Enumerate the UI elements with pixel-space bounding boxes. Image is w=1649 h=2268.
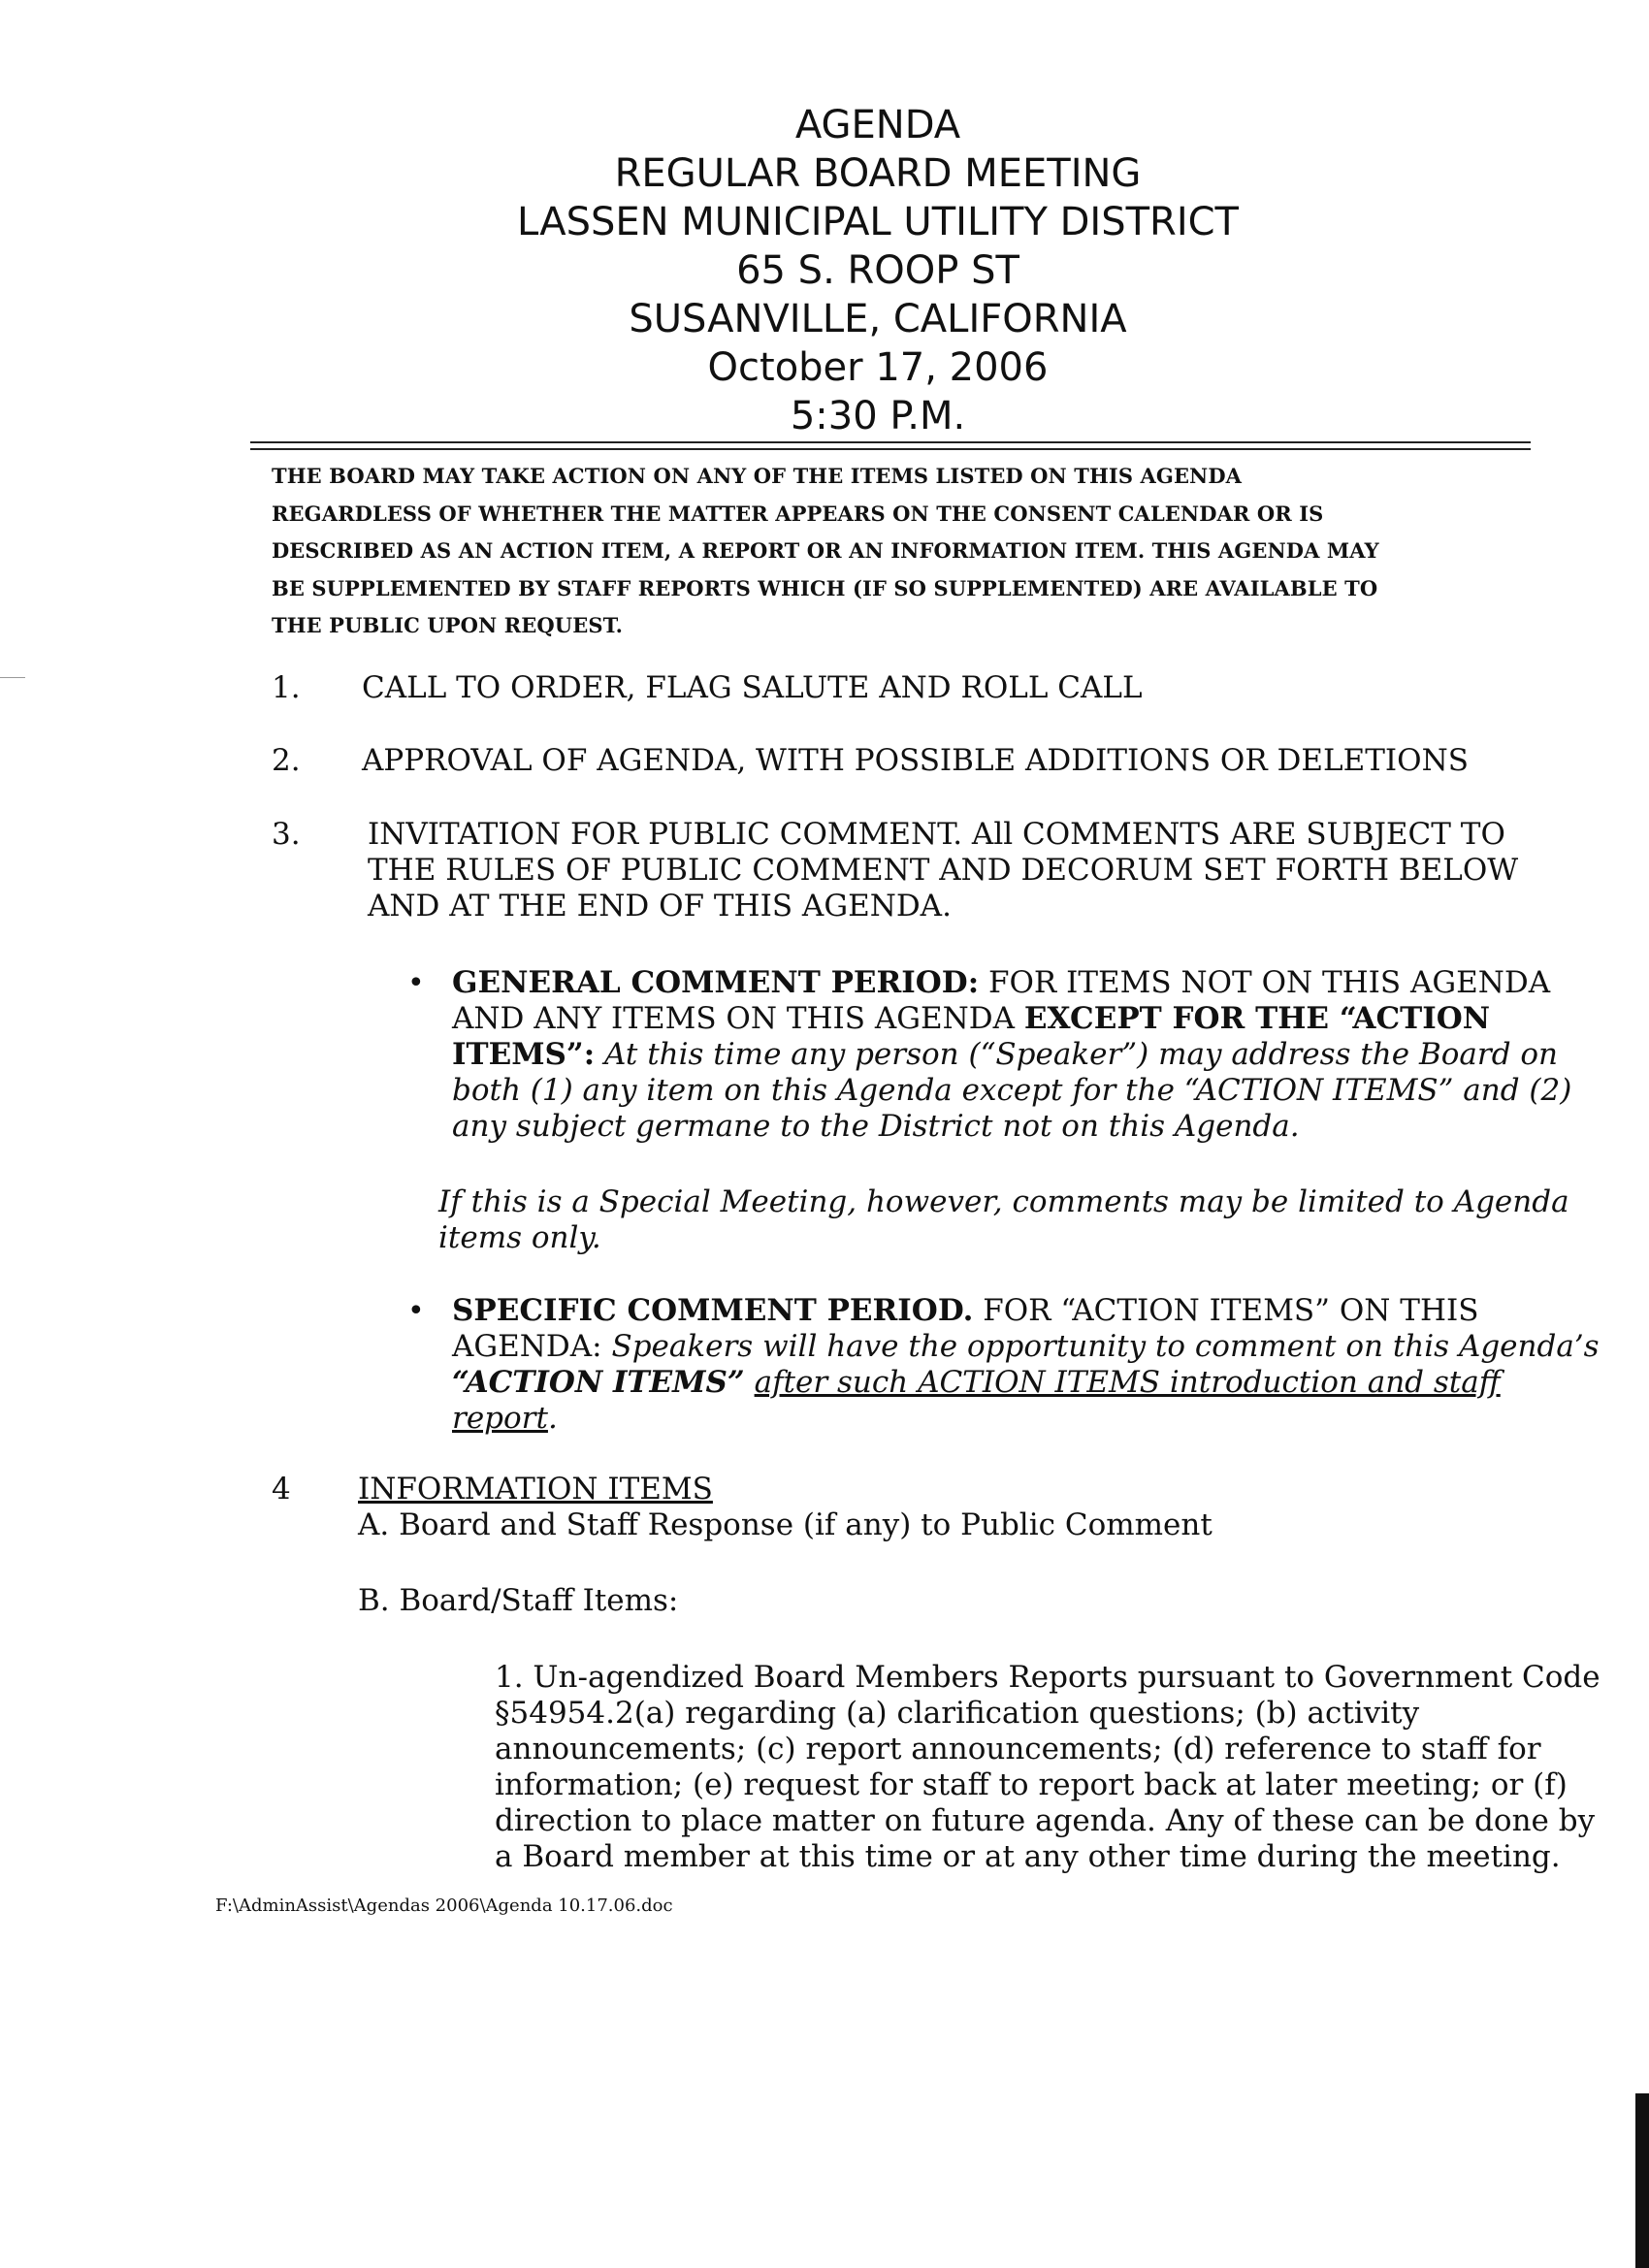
disclaimer-line: DESCRIBED AS AN ACTION ITEM, A REPORT OR AN INFORMATION ITEM. THIS AGENDA MAY xyxy=(272,538,1379,563)
item-3-line: INVITATION FOR PUBLIC COMMENT. All COMMENTS ARE SUBJECT TO xyxy=(368,817,1505,852)
specific-comment-bullet: • xyxy=(407,1294,425,1328)
general-comment-line-1 xyxy=(452,965,1571,1001)
general-comment-text: FOR ITEMS NOT ON THIS AGENDA xyxy=(979,965,1551,1000)
specific-comment-text: AGENDA: xyxy=(452,1329,612,1364)
header-meeting-type: REGULAR BOARD MEETING xyxy=(614,151,1142,196)
specific-comment-underline: after such ACTION ITEMS introduction and staff xyxy=(754,1365,1501,1400)
item-3-text xyxy=(368,817,1518,924)
file-path-footer: F:\AdminAssist\Agendas 2006\Agenda 10.17.06.doc xyxy=(215,1895,673,1916)
header-time: 5:30 P.M. xyxy=(790,394,966,438)
specific-comment-period-mark: . xyxy=(547,1401,558,1436)
general-comment-text: AND ANY ITEMS ON THIS AGENDA xyxy=(452,1001,1024,1036)
board-reports-line: direction to place matter on future agenda. Any of these can be done by xyxy=(495,1803,1596,1838)
specific-comment-emphasis: “ACTION ITEMS” xyxy=(452,1365,745,1400)
header-title: AGENDA xyxy=(794,103,961,147)
general-comment-line-5: any subject germane to the District not on this Agenda. xyxy=(452,1109,1300,1144)
scan-mark xyxy=(0,677,25,678)
header-rule-bottom xyxy=(250,448,1531,450)
item-2-number: 2. xyxy=(272,743,301,778)
item-3-line: THE RULES OF PUBLIC COMMENT AND DECORUM SET FORTH BELOW xyxy=(368,853,1519,888)
specific-comment-text: FOR “ACTION ITEMS” ON THIS xyxy=(973,1293,1479,1328)
general-comment-period xyxy=(452,965,1571,1145)
special-meeting-note xyxy=(438,1184,1569,1256)
special-meeting-line: If this is a Special Meeting, however, comments may be limited to Agenda xyxy=(438,1184,1569,1219)
item-4-text xyxy=(358,1472,1212,1543)
board-reports-line: information; (e) request for staff to report back at later meeting; or (f) xyxy=(495,1767,1568,1802)
specific-comment-italic: Speakers will have the opportunity to comment on this Agenda’s xyxy=(611,1329,1600,1364)
general-comment-line-4: both (1) any item on this Agenda except for the “ACTION ITEMS” and (2) xyxy=(452,1073,1572,1108)
scan-edge-shadow xyxy=(1635,2093,1649,2268)
header-address: 65 S. ROOP ST xyxy=(736,248,1019,293)
general-comment-emphasis: EXCEPT FOR THE “ACTION xyxy=(1023,1001,1491,1036)
item-3-number: 3. xyxy=(272,817,301,852)
item-1-text xyxy=(362,670,1143,706)
header-organization: LASSEN MUNICIPAL UTILITY DISTRICT xyxy=(517,200,1239,244)
disclaimer-line: BE SUPPLEMENTED BY STAFF REPORTS WHICH (IF SO SUPPLEMENTED) ARE AVAILABLE TO xyxy=(272,575,1378,600)
general-comment-bullet: • xyxy=(407,966,425,1000)
specific-comment-period xyxy=(452,1293,1600,1437)
general-comment-line-3 xyxy=(452,1037,1571,1073)
specific-comment-line-2 xyxy=(452,1329,1600,1365)
specific-comment-line-1 xyxy=(452,1293,1600,1329)
disclaimer-line: REGARDLESS OF WHETHER THE MATTER APPEARS ON THE CONSENT CALENDAR OR IS xyxy=(272,501,1324,526)
item-4b xyxy=(358,1583,678,1619)
board-reports-line: announcements; (c) report announcements; (d) reference to staff for xyxy=(495,1732,1541,1766)
item-2-text xyxy=(362,743,1469,779)
header-date: October 17, 2006 xyxy=(707,345,1049,390)
disclaimer-line: THE BOARD MAY TAKE ACTION ON ANY OF THE ITEMS LISTED ON THIS AGENDA xyxy=(272,464,1243,488)
item-1-number: 1. xyxy=(272,670,301,705)
specific-comment-line-4 xyxy=(452,1401,1600,1437)
general-comment-emphasis: ITEMS”: xyxy=(452,1037,596,1072)
general-comment-heading: GENERAL COMMENT PERIOD: xyxy=(452,965,980,1000)
special-meeting-line: items only. xyxy=(438,1220,601,1255)
agenda-header xyxy=(398,101,1358,440)
item-4b-line: B. Board/Staff Items: xyxy=(358,1583,679,1618)
item-4a: A. Board and Staff Response (if any) to Public Comment xyxy=(358,1507,1212,1542)
item-2-line: APPROVAL OF AGENDA, WITH POSSIBLE ADDITIONS OR DELETIONS xyxy=(362,743,1469,778)
header-rule-top xyxy=(250,441,1531,443)
disclaimer-line: THE PUBLIC UPON REQUEST. xyxy=(272,613,624,637)
action-disclaimer xyxy=(272,458,1533,645)
specific-comment-underline: report xyxy=(452,1401,548,1436)
board-reports-line: a Board member at this time or at any other time during the meeting. xyxy=(495,1839,1561,1874)
general-comment-italic: At this time any person (“Speaker”) may address the Board on xyxy=(595,1037,1559,1072)
specific-comment-heading: SPECIFIC COMMENT PERIOD. xyxy=(452,1293,974,1328)
item-1-line: CALL TO ORDER, FLAG SALUTE AND ROLL CALL xyxy=(362,670,1143,705)
board-members-reports xyxy=(495,1660,1600,1875)
board-reports-line: §54954.2(a) regarding (a) clarification questions; (b) activity xyxy=(495,1696,1420,1731)
item-3-line: AND AT THE END OF THIS AGENDA. xyxy=(368,889,952,923)
general-comment-line-2 xyxy=(452,1001,1571,1037)
header-city: SUSANVILLE, CALIFORNIA xyxy=(629,297,1127,341)
board-reports-line: 1. Un-agendized Board Members Reports pursuant to Government Code xyxy=(495,1660,1600,1695)
item-4-number: 4 xyxy=(272,1472,291,1507)
specific-comment-line-3 xyxy=(452,1365,1600,1401)
information-items-title: INFORMATION ITEMS xyxy=(358,1472,713,1507)
